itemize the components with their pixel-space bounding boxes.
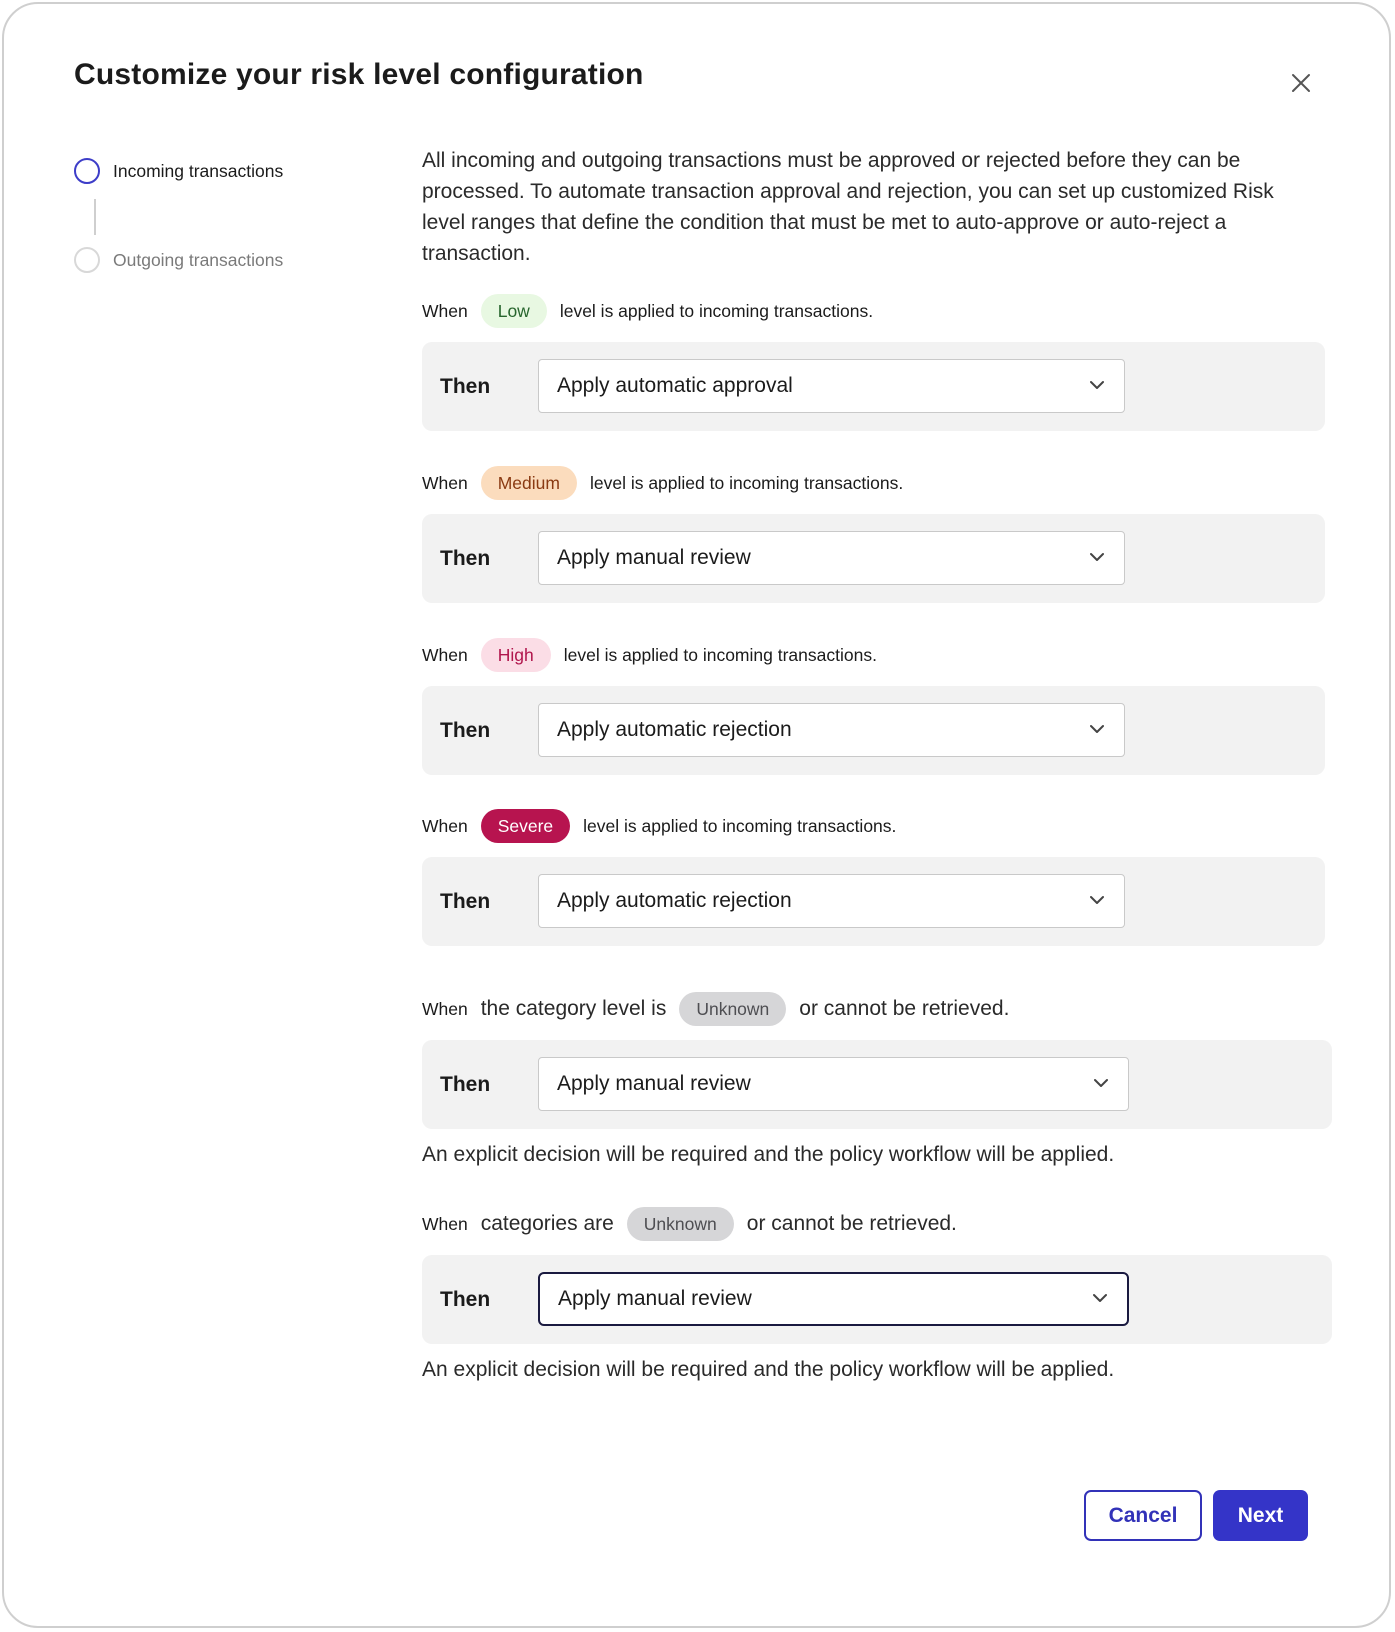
helper-text: An explicit decision will be required and the policy workflow will be applied.	[422, 1358, 1115, 1381]
when-suffix: or cannot be retrieved.	[799, 997, 1010, 1020]
rule-unknown-category-level	[422, 992, 1302, 1167]
then-box	[422, 1255, 1332, 1344]
risk-badge-medium: Medium	[481, 466, 577, 500]
chevron-down-icon	[1094, 1078, 1108, 1088]
when-label: When	[422, 644, 468, 665]
select-value: Apply manual review	[558, 1287, 752, 1310]
when-label: When	[422, 815, 468, 836]
rule-severe	[422, 809, 1302, 946]
when-label: When	[422, 300, 468, 321]
when-row	[422, 992, 1302, 1026]
dialog-title: Customize your risk level configuration	[74, 58, 644, 91]
when-label: When	[422, 998, 468, 1019]
next-button[interactable]: Next	[1213, 1490, 1308, 1541]
chevron-down-icon	[1093, 1293, 1107, 1303]
close-icon	[1291, 73, 1311, 93]
step-label: Outgoing transactions	[113, 249, 284, 270]
chevron-down-icon	[1090, 380, 1104, 390]
when-row	[422, 466, 1302, 500]
action-select-severe[interactable]	[538, 874, 1125, 928]
step-connector	[94, 199, 96, 235]
then-box	[422, 686, 1325, 775]
helper-text: An explicit decision will be required and the policy workflow will be applied.	[422, 1143, 1115, 1166]
when-label: When	[422, 472, 468, 493]
step-outgoing-transactions[interactable]	[74, 247, 283, 273]
when-row	[422, 809, 1302, 843]
step-incoming-transactions[interactable]	[74, 158, 283, 184]
then-label: Then	[440, 1288, 491, 1311]
select-value: Apply automatic rejection	[557, 718, 792, 741]
action-select-unknown-category-level[interactable]	[538, 1057, 1129, 1111]
risk-config-dialog	[2, 2, 1391, 1628]
when-suffix: level is applied to incoming transactions.	[563, 644, 877, 665]
action-select-low[interactable]	[538, 359, 1125, 413]
when-suffix: level is applied to incoming transactions.	[583, 815, 897, 836]
select-value: Apply automatic rejection	[557, 889, 792, 912]
then-box	[422, 342, 1325, 431]
when-prefix: categories are	[480, 1212, 614, 1235]
when-suffix: level is applied to incoming transactions.	[589, 472, 904, 493]
then-box	[422, 857, 1325, 946]
when-suffix: level is applied to incoming transactions.	[559, 300, 874, 321]
when-prefix: the category level is	[480, 997, 667, 1020]
select-value: Apply manual review	[557, 1072, 751, 1095]
risk-badge-unknown: Unknown	[627, 1207, 734, 1241]
when-label: When	[422, 1213, 468, 1234]
select-value: Apply automatic approval	[557, 374, 793, 397]
close-button[interactable]	[1284, 66, 1318, 100]
rule-low	[422, 294, 1302, 431]
intro-text: All incoming and outgoing transactions must be approved or rejected before they can be processed. To automate transaction approval and rejection, you can set up customized Risk level ranges that define the condition that must be met to auto-approve or auto-reject a transaction.	[422, 149, 1274, 265]
then-box	[422, 1040, 1332, 1129]
cancel-button[interactable]: Cancel	[1084, 1490, 1202, 1541]
risk-badge-low: Low	[481, 294, 547, 328]
step-label: Incoming transactions	[113, 160, 284, 181]
chevron-down-icon	[1090, 552, 1104, 562]
then-label: Then	[440, 547, 491, 570]
chevron-down-icon	[1090, 895, 1104, 905]
when-row	[422, 294, 1302, 328]
step-inactive-indicator-icon	[74, 247, 100, 273]
risk-badge-high: High	[481, 638, 551, 672]
when-suffix: or cannot be retrieved.	[746, 1212, 957, 1235]
then-label: Then	[440, 375, 491, 398]
when-row	[422, 638, 1302, 672]
chevron-down-icon	[1090, 724, 1104, 734]
rule-high	[422, 638, 1302, 775]
risk-badge-unknown: Unknown	[679, 992, 786, 1026]
then-label: Then	[440, 890, 491, 913]
rule-unknown-categories	[422, 1207, 1302, 1382]
then-label: Then	[440, 1073, 491, 1096]
risk-badge-severe: Severe	[481, 809, 570, 843]
select-value: Apply manual review	[557, 546, 751, 569]
when-row	[422, 1207, 1302, 1241]
action-select-high[interactable]	[538, 703, 1125, 757]
then-label: Then	[440, 719, 491, 742]
action-select-unknown-categories[interactable]	[538, 1272, 1129, 1326]
action-select-medium[interactable]	[538, 531, 1125, 585]
rule-medium	[422, 466, 1302, 603]
then-box	[422, 514, 1325, 603]
step-active-indicator-icon	[74, 158, 100, 184]
